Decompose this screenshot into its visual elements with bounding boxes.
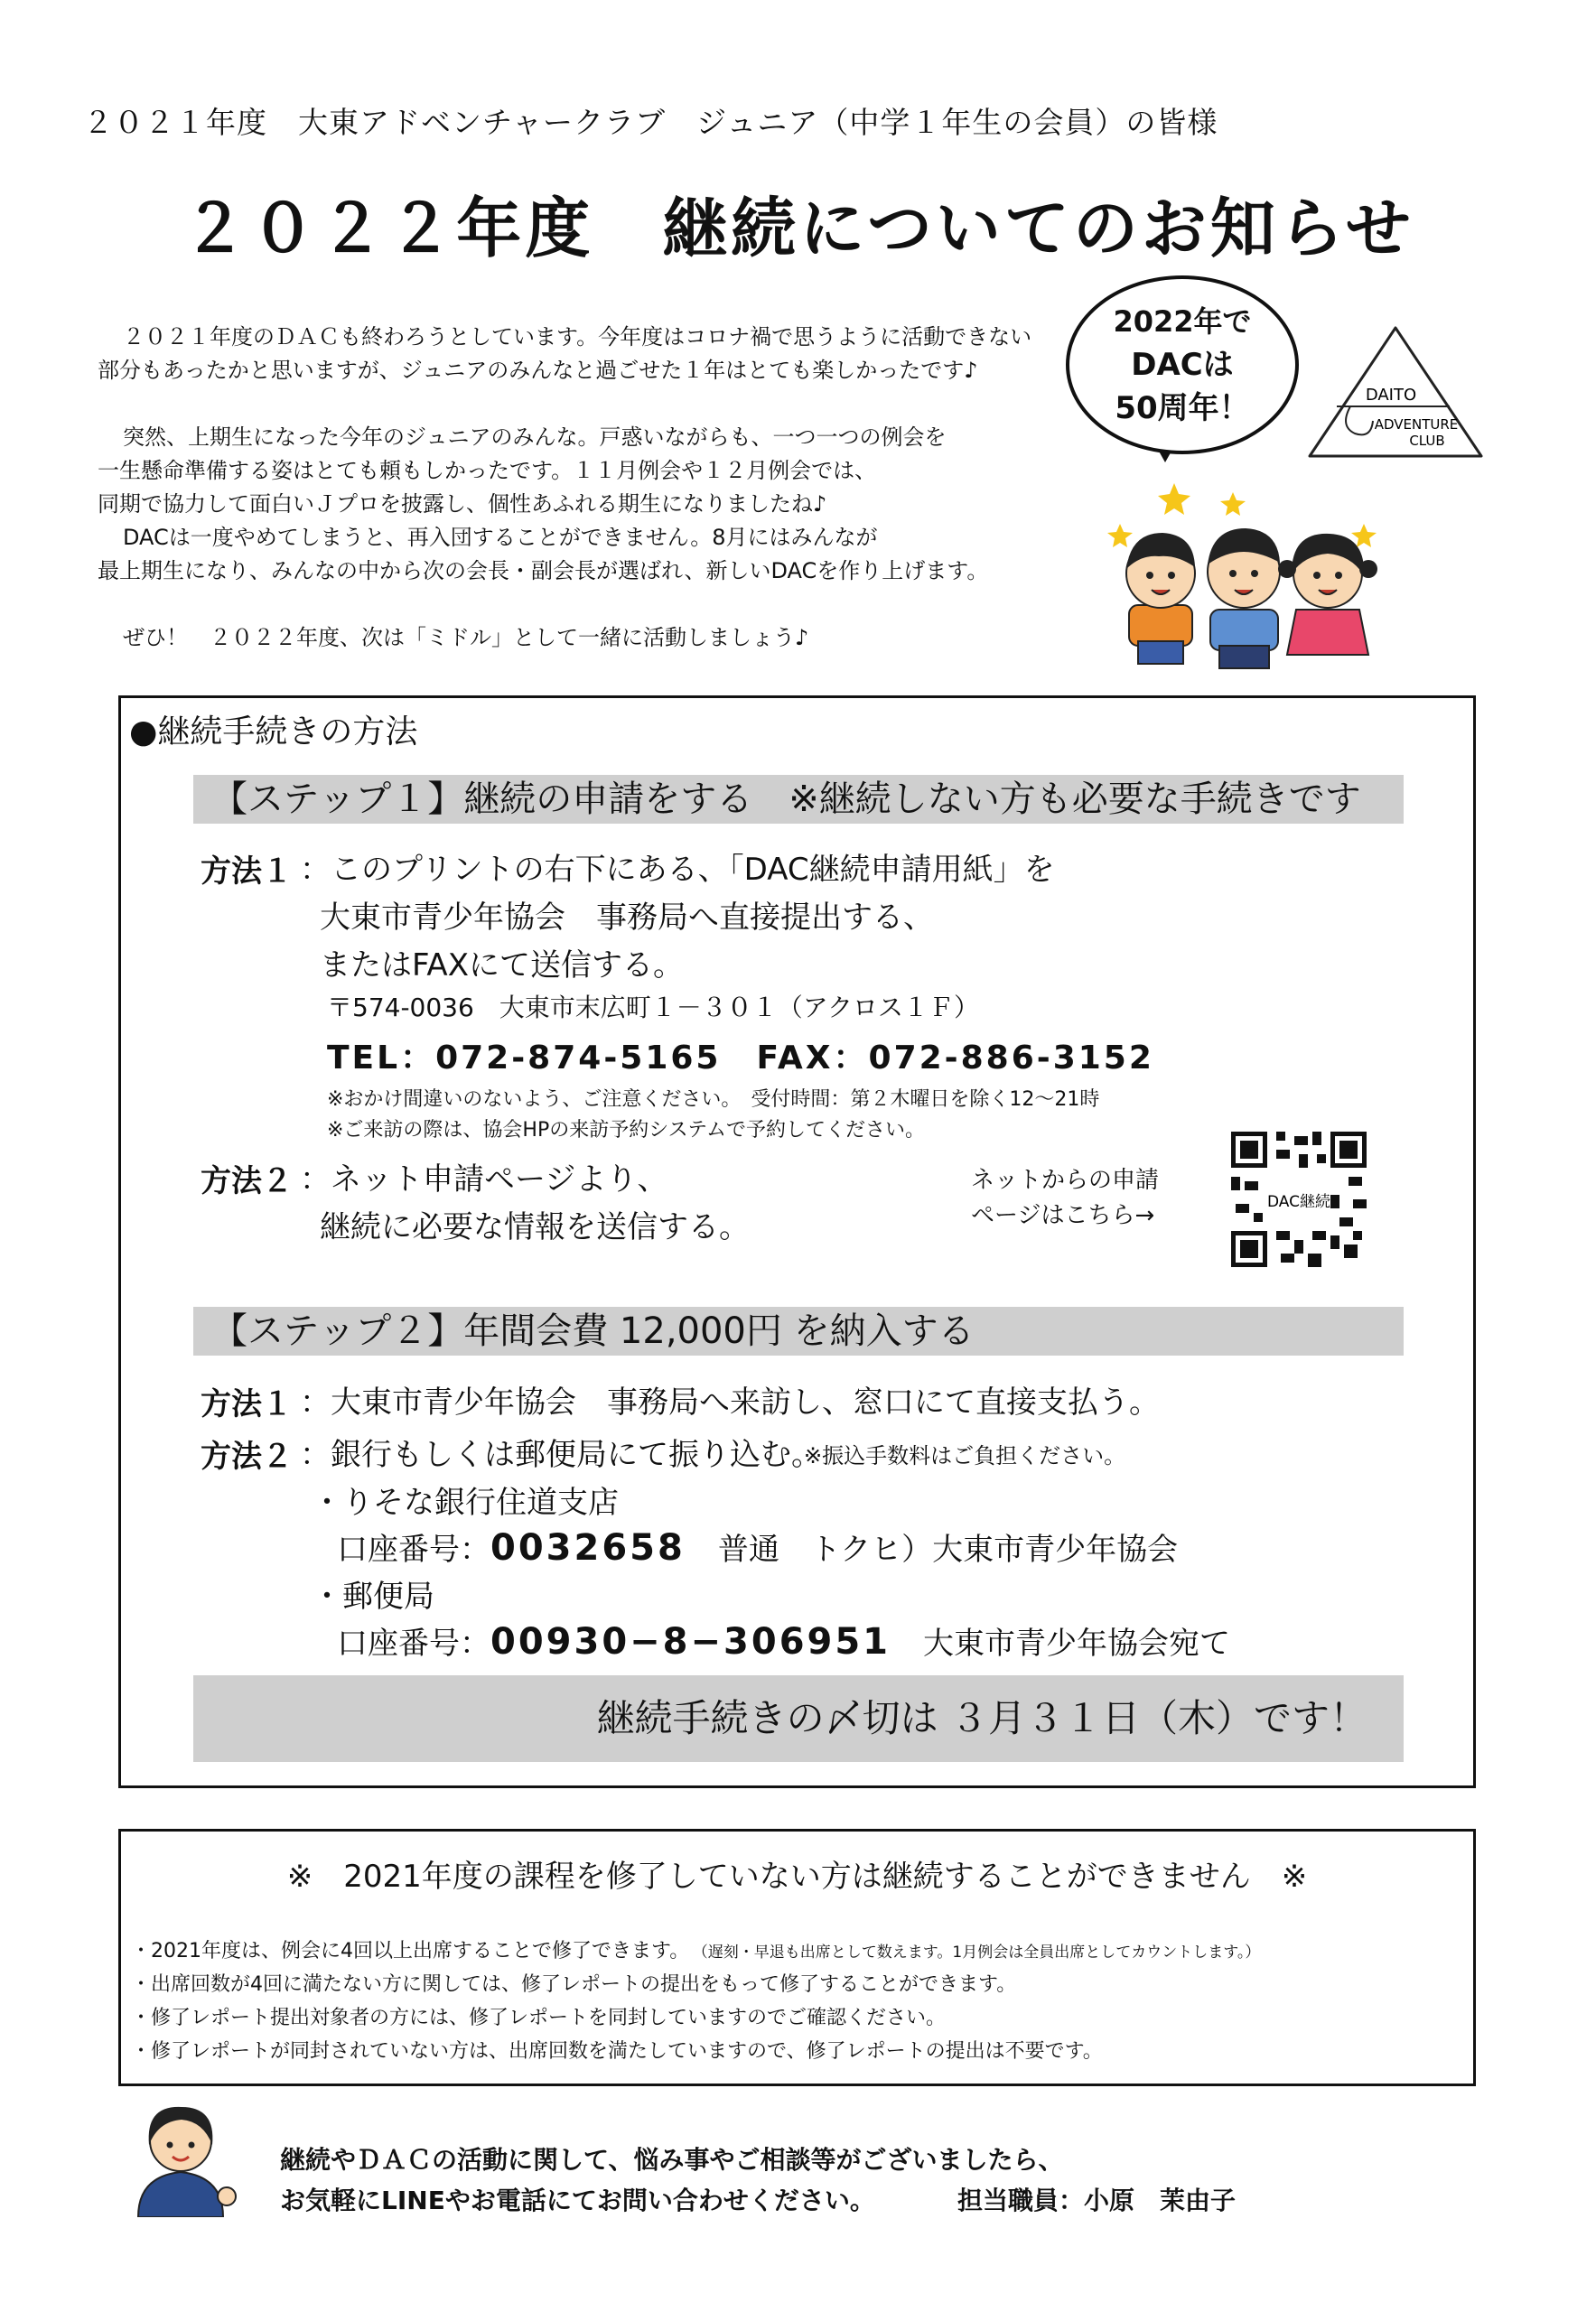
notice-text: ・2021年度は、例会に4回以上出席することで修了できます。	[131, 1940, 690, 1962]
step2-method1-text: ：大東市青少年協会 事務局へ来訪し、窓口にて直接支払う。	[300, 1384, 1160, 1421]
step2-method2-text: ：銀行もしくは郵便局にて振り込む。	[300, 1437, 822, 1473]
intro-line: DACは一度やめてしまうと、再入団することができません。8月にはみんなが	[123, 525, 878, 550]
logo-text: CLUB	[1409, 433, 1445, 449]
bubble-line: DACは	[1131, 347, 1234, 383]
step2-bar: 【ステップ２】年間会費 12,000円 を納入する	[193, 1307, 1404, 1356]
account-detail: 普通 トクヒ）大東市青少年協会	[717, 1532, 1179, 1568]
qr-code[interactable]	[1231, 1132, 1367, 1267]
fee-note: ※振込手数料はご負担ください。	[804, 1443, 1126, 1468]
account-label: 口座番号：	[337, 1626, 490, 1662]
step1-note: ※ご来訪の際は、協会HPの来訪予約システムで予約してください。	[327, 1119, 926, 1142]
qr-caption: ページはこちら→	[971, 1202, 1155, 1229]
bank1-name: ・りそな銀行住道支店	[312, 1485, 619, 1521]
step1-note: ※おかけ間違いのないよう、ご注意ください。 受付時間：第２木曜日を除く12～21時	[327, 1088, 1100, 1111]
notice-item: ・修了レポート提出対象者の方には、修了レポートを同封していますのでご確認ください。	[131, 2007, 947, 2029]
notice-item	[131, 1935, 1260, 1963]
kids-illustration	[1106, 474, 1377, 677]
step1-method2-label: 方法２	[201, 1163, 293, 1199]
bank2-name: ・郵便局	[312, 1579, 434, 1615]
account-number: 0032658	[490, 1527, 686, 1569]
intro-line: ぜひ！ ２０２２年度、次は「ミドル」として一緒に活動しましょう♪	[123, 625, 809, 650]
page-title: ２０２２年度 継続についてのお知らせ	[182, 191, 1414, 266]
step1-bar: 【ステップ１】継続の申請をする ※継続しない方も必要な手続きです	[193, 775, 1404, 824]
step1-method1-text: ：このプリントの右下にある、「DAC継続申請用紙」を	[300, 852, 1055, 888]
recipient-line: ２０２１年度 大東アドベンチャークラブ ジュニア（中学１年生の会員）の皆様	[83, 105, 1218, 140]
step1-method1-text: またはFAXにて送信する。	[320, 947, 684, 984]
intro-text	[98, 321, 1055, 655]
intro-line: 突然、上期生になった今年のジュニアのみんな。戸惑いながらも、一つ一つの例会を	[123, 424, 947, 450]
logo-text: ADVENTURE	[1374, 416, 1459, 433]
notice-title: ※ 2021年度の課程を修了していない方は継続することができません ※	[286, 1859, 1308, 1895]
account-label: 口座番号：	[337, 1532, 490, 1568]
notice-item: ・修了レポートが同封されていない方は、出席回数を満たしていますので、修了レポートの提出は不要です。	[131, 2040, 1103, 2063]
dac-logo	[1301, 321, 1490, 474]
logo-text: DAITO	[1365, 386, 1417, 405]
intro-line: 一生懸命準備する姿はとても頼もしかったです。１１月例会や１２月例会では、	[98, 458, 877, 483]
step1-method1-label: 方法１	[201, 853, 293, 890]
office-address: 〒574-0036 大東市末広町１－３０１（アクロス１Ｆ）	[327, 993, 979, 1022]
procedure-heading: ●継続手続きの方法	[129, 713, 418, 750]
intro-line: 同期で協力して面白いＪプロを披露し、個性あふれる期生になりましたね♪	[98, 491, 827, 517]
notice-subnote: （遅刻・早退も出席として数えます。1月例会は全員出席としてカウントします。）	[700, 1944, 1261, 1962]
step2-method1-label: 方法１	[201, 1386, 293, 1422]
account-number: 00930−8−306951	[490, 1621, 891, 1663]
deadline-banner: 継続手続きの〆切は ３月３１日（木）です！	[193, 1675, 1404, 1762]
notice-item: ・出席回数が4回に満たない方に関しては、修了レポートの提出をもって修了することができます。	[131, 1973, 1017, 1996]
bank2-account	[337, 1618, 1230, 1663]
footer-line: 継続やＤＡＣの活動に関して、悩み事やご相談等がございましたら、	[280, 2145, 1064, 2175]
staff-illustration	[120, 2095, 242, 2217]
staff-name: 担当職員：小原 茉由子	[957, 2186, 1237, 2215]
bubble-line: 50周年！	[1115, 390, 1250, 426]
bank1-account	[337, 1524, 1178, 1569]
tel-fax: TEL：072-874-5165 FAX：072-886-3152	[327, 1039, 1154, 1077]
step1-method2-text: ：ネット申請ページより、	[300, 1161, 668, 1198]
step2-method2-label: 方法２	[201, 1439, 293, 1475]
intro-line: ２０２１年度のＤＡＣも終わろうとしています。今年度はコロナ禍で思うように活動できない	[123, 324, 1032, 350]
bubble-line: 2022年で	[1113, 304, 1252, 339]
step1-method2-text: 継続に必要な情報を送信する。	[320, 1209, 750, 1245]
intro-line: 部分もあったかと思いますが、ジュニアのみんなと過ごせた１年はとても楽しかったです♪	[98, 358, 978, 383]
qr-caption: ネットからの申請	[971, 1167, 1160, 1194]
anniversary-bubble	[1066, 275, 1299, 454]
step1-method1-text: 大東市青少年協会 事務局へ直接提出する、	[320, 900, 934, 936]
qr-label: DAC継続	[1267, 1193, 1330, 1211]
account-detail: 大東市青少年協会宛て	[923, 1626, 1231, 1662]
footer-line: お気軽にLINEやお電話にてお問い合わせください。	[280, 2186, 875, 2215]
intro-line: 最上期生になり、みんなの中から次の会長・副会長が選ばれ、新しいDACを作り上げます。	[98, 558, 989, 583]
